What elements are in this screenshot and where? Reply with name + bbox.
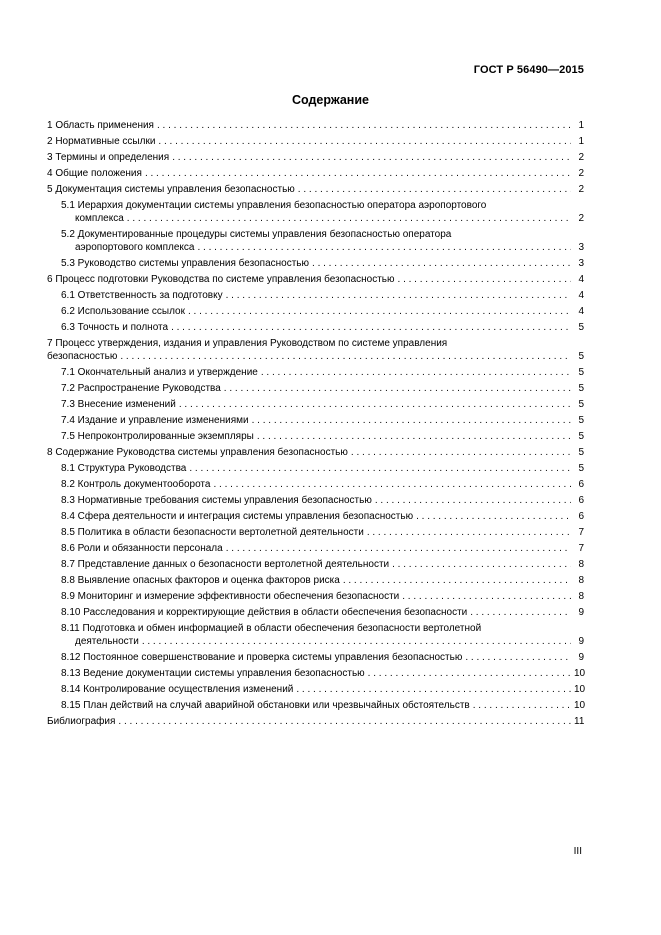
toc-entry[interactable] [47, 228, 584, 254]
toc-entry[interactable] [47, 366, 584, 379]
toc-entry-title-line1: 7 Процесс утверждения, издания и управления Руководством по системе управления [47, 338, 448, 349]
dot-leader [351, 446, 571, 459]
toc-entry-title: 8.15 План действий на случай аварийной обстановки или чрезвычайных обстоятельств [61, 700, 470, 711]
toc-entry-page: 2 [578, 184, 584, 195]
toc-entry[interactable] [47, 321, 584, 334]
toc-entry[interactable] [47, 510, 584, 523]
toc-entry-title: 6.3 Точность и полнота [61, 322, 169, 333]
toc-entry-page: 4 [578, 274, 584, 285]
toc-entry-title: 6.2 Использование ссылок [61, 306, 185, 317]
document-code: ГОСТ Р 56490—2015 [473, 64, 584, 76]
toc-entry-title: аэропортового комплекса [75, 242, 195, 253]
table-of-contents [47, 119, 584, 731]
dot-leader [171, 321, 571, 334]
toc-title: Содержание [291, 93, 369, 107]
dot-leader [179, 398, 571, 411]
toc-entry-page: 6 [578, 511, 584, 522]
toc-entry-title: 8.1 Структура Руководства [61, 463, 187, 474]
dot-leader [197, 241, 571, 254]
toc-entry[interactable] [47, 590, 584, 603]
toc-entry-title: деятельности [75, 636, 139, 647]
dot-leader [252, 414, 571, 427]
toc-entry-page: 7 [578, 543, 584, 554]
dot-leader [120, 350, 571, 363]
toc-entry-title: 8.6 Роли и обязанности персонала [61, 543, 223, 554]
toc-entry-title: 8.14 Контролирование осуществления изменений [61, 684, 294, 695]
dot-leader [172, 151, 571, 164]
dot-leader [398, 273, 571, 286]
toc-entry-page: 8 [578, 559, 584, 570]
toc-entry-page: 2 [578, 168, 584, 179]
dot-leader [416, 510, 571, 523]
toc-entry[interactable] [47, 257, 584, 270]
toc-entry-title: 8.13 Ведение документации системы управления безопасностью [61, 668, 365, 679]
dot-leader [261, 366, 571, 379]
toc-entry[interactable] [47, 430, 584, 443]
toc-entry-title: 8.9 Мониторинг и измерение эффективности обеспечения безопасности [61, 591, 400, 602]
toc-entry-title: 7.3 Внесение изменений [61, 399, 176, 410]
toc-entry-page: 8 [578, 575, 584, 586]
toc-entry-page: 10 [574, 668, 586, 679]
dot-leader [224, 382, 571, 395]
page-number: III [573, 846, 582, 857]
dot-leader [142, 635, 571, 648]
toc-entry-title: 1 Область применения [47, 120, 154, 131]
toc-entry[interactable] [47, 414, 584, 427]
toc-entry-title: 8.10 Расследования и корректирующие действия в области обеспечения безопасности [61, 607, 468, 618]
toc-entry[interactable] [47, 183, 584, 196]
toc-entry-page: 5 [578, 351, 584, 362]
toc-entry-page: 10 [574, 700, 586, 711]
toc-entry-page: 1 [578, 136, 584, 147]
toc-entry-title: 5 Документация системы управления безопасностью [47, 184, 295, 195]
dot-leader [343, 574, 571, 587]
dot-leader [470, 606, 571, 619]
toc-entry-page: 5 [578, 399, 584, 410]
toc-entry[interactable] [47, 478, 584, 491]
toc-entry-title: 8.5 Политика в области безопасности вертолетной деятельности [61, 527, 364, 538]
toc-entry[interactable] [47, 699, 584, 712]
toc-entry[interactable] [47, 462, 584, 475]
toc-entry[interactable] [47, 622, 584, 648]
toc-entry-title-line1: 5.2 Документированные процедуры системы управления безопасностью оператора [61, 229, 452, 240]
toc-entry-page: 8 [578, 591, 584, 602]
toc-entry-title: 8.8 Выявление опасных факторов и оценка факторов риска [61, 575, 340, 586]
dot-leader [127, 212, 571, 225]
toc-entry-page: 11 [574, 716, 585, 727]
dot-leader [189, 462, 571, 475]
dot-leader [226, 542, 571, 555]
toc-entry-title: 6 Процесс подготовки Руководства по системе управления безопасностью [47, 274, 395, 285]
dot-leader [158, 135, 571, 148]
toc-entry[interactable] [47, 305, 584, 318]
toc-entry-title: 2 Нормативные ссылки [47, 136, 156, 147]
toc-entry-title: 8.7 Представление данных о безопасности вертолетной деятельности [61, 559, 390, 570]
toc-entry-page: 10 [574, 684, 586, 695]
toc-entry-title-line1: 5.1 Иерархия документации системы управления безопасностью оператора аэропортового [61, 200, 487, 211]
toc-entry[interactable] [47, 119, 584, 132]
toc-entry-page: 3 [578, 242, 584, 253]
dot-leader [375, 494, 571, 507]
toc-entry-title: 7.2 Распространение Руководства [61, 383, 221, 394]
toc-entry-page: 5 [578, 431, 584, 442]
dot-leader [465, 651, 571, 664]
dot-leader [296, 683, 571, 696]
toc-entry[interactable] [47, 135, 584, 148]
dot-leader [145, 167, 571, 180]
toc-entry-page: 4 [578, 290, 584, 301]
dot-leader [392, 558, 571, 571]
toc-entry[interactable] [47, 574, 584, 587]
toc-entry[interactable] [47, 199, 584, 225]
toc-entry-title: Библиография [47, 716, 116, 727]
toc-entry-page: 4 [578, 306, 584, 317]
toc-entry-page: 3 [578, 258, 584, 269]
toc-entry-title: 8.3 Нормативные требования системы управления безопасностью [61, 495, 372, 506]
toc-entry-page: 9 [578, 636, 584, 647]
dot-leader [473, 699, 571, 712]
toc-entry-page: 7 [578, 527, 584, 538]
toc-entry-page: 6 [578, 479, 584, 490]
dot-leader [368, 667, 571, 680]
toc-entry-page: 1 [578, 120, 584, 131]
toc-entry[interactable] [47, 715, 584, 728]
toc-entry-page: 2 [578, 213, 584, 224]
toc-entry-page: 6 [578, 495, 584, 506]
toc-entry-page: 5 [578, 463, 584, 474]
toc-entry-title: 4 Общие положения [47, 168, 142, 179]
toc-entry-title: 7.1 Окончательный анализ и утверждение [61, 367, 258, 378]
toc-entry-title: 7.5 Непроконтролированные экземпляры [61, 431, 254, 442]
toc-entry-page: 5 [578, 322, 584, 333]
dot-leader [257, 430, 571, 443]
toc-entry[interactable] [47, 542, 584, 555]
toc-entry[interactable] [47, 289, 584, 302]
toc-entry-page: 9 [578, 607, 584, 618]
toc-entry[interactable] [47, 526, 584, 539]
toc-entry-title: 8 Содержание Руководства системы управления безопасностью [47, 447, 348, 458]
toc-entry[interactable] [47, 651, 584, 664]
toc-entry-title: 8.2 Контроль документооборота [61, 479, 211, 490]
toc-entry-page: 5 [578, 367, 584, 378]
toc-entry-title: 7.4 Издание и управление изменениями [61, 415, 249, 426]
toc-entry-title: комплекса [75, 213, 124, 224]
dot-leader [226, 289, 571, 302]
toc-entry-page: 5 [578, 415, 584, 426]
toc-entry-page: 2 [578, 152, 584, 163]
dot-leader [402, 590, 571, 603]
dot-leader [188, 305, 571, 318]
toc-entry-title: 5.3 Руководство системы управления безопасностью [61, 258, 310, 269]
dot-leader [213, 478, 571, 491]
toc-entry-title: 3 Термины и определения [47, 152, 170, 163]
toc-entry[interactable] [47, 606, 584, 619]
toc-entry-page: 5 [578, 383, 584, 394]
dot-leader [157, 119, 571, 132]
toc-entry[interactable] [47, 446, 584, 459]
toc-entry-title-line1: 8.11 Подготовка и обмен информацией в области обеспечения безопасности вертолетной [61, 623, 482, 634]
toc-entry[interactable] [47, 683, 584, 696]
toc-entry[interactable] [47, 398, 584, 411]
toc-entry[interactable] [47, 494, 584, 507]
toc-entry[interactable] [47, 667, 584, 680]
toc-entry[interactable] [47, 273, 584, 286]
toc-entry[interactable] [47, 337, 584, 363]
toc-entry[interactable] [47, 382, 584, 395]
dot-leader [118, 715, 571, 728]
toc-entry-title: 8.12 Постоянное совершенствование и проверка системы управления безопасностью [61, 652, 463, 663]
dot-leader [312, 257, 571, 270]
dot-leader [367, 526, 571, 539]
toc-entry-title: 8.4 Сфера деятельности и интеграция системы управления безопасностью [61, 511, 414, 522]
toc-entry[interactable] [47, 151, 584, 164]
toc-entry[interactable] [47, 558, 584, 571]
toc-entry-title: безопасностью [47, 351, 118, 362]
toc-entry[interactable] [47, 167, 584, 180]
dot-leader [298, 183, 571, 196]
toc-entry-page: 9 [578, 652, 584, 663]
toc-entry-title: 6.1 Ответственность за подготовку [61, 290, 223, 301]
toc-entry-page: 5 [578, 447, 584, 458]
